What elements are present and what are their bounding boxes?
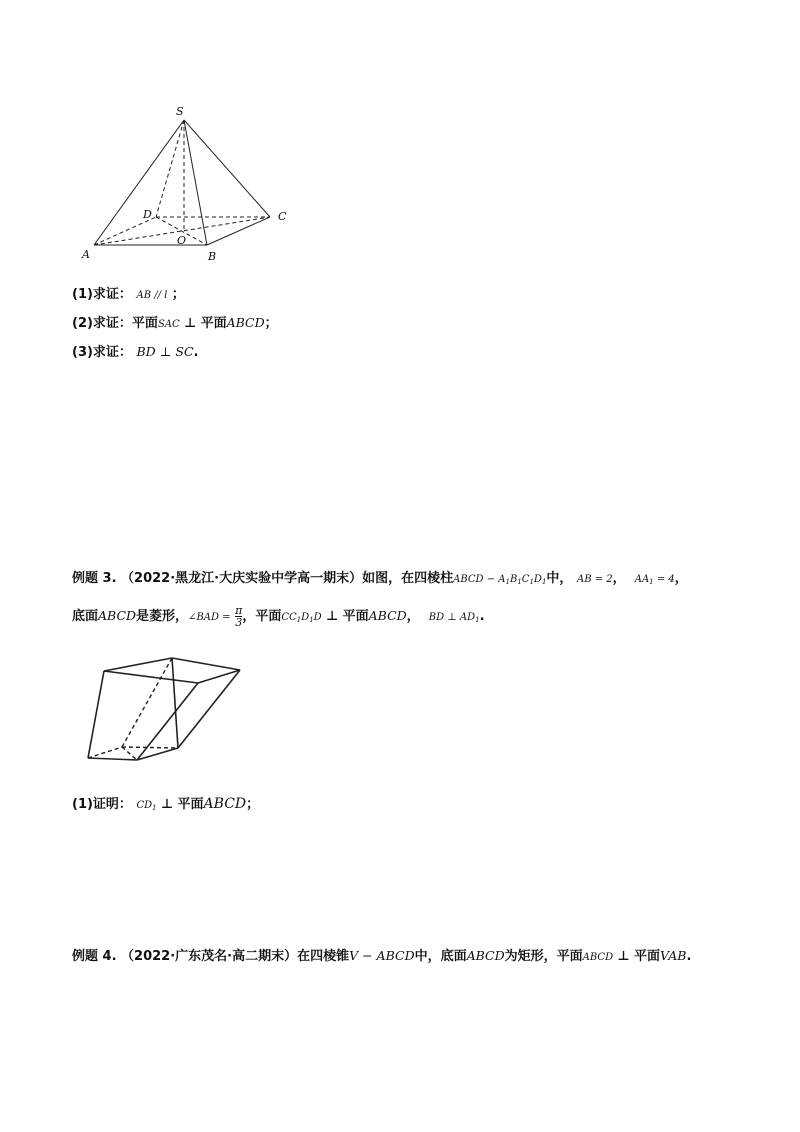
ex4-text-2: 为矩形，平面 (504, 949, 583, 964)
prism-figure (62, 640, 282, 780)
abcd-2: ABCD (368, 608, 407, 623)
example-3-label: 例题 3. (72, 571, 117, 586)
example-3-line-1 (72, 567, 688, 586)
vab: VAB (660, 948, 687, 963)
example-3-source: （2022·黑龙江·大庆实验中学高一期末）如图，在四棱柱 (121, 571, 454, 586)
comma-2: ， (674, 571, 688, 586)
fraction-pi-3: $\frac{\pi}{3}$ (235, 604, 243, 629)
part-1-math: AB // l (136, 290, 168, 301)
text-dimian: 底面 (72, 609, 99, 624)
label-S: S (176, 105, 184, 118)
part-3 (72, 341, 198, 360)
example-4-label: 例题 4. (72, 949, 117, 964)
aa-eq: $AA_1 = 4$ (634, 574, 675, 586)
edge-D1-C (172, 658, 178, 748)
edge-AD (94, 217, 156, 245)
edge-SD (156, 120, 184, 217)
comma-1: ， (612, 571, 626, 586)
label-C: C (278, 210, 287, 223)
example-3-line-2 (72, 605, 485, 628)
ex3-part-1-suffix: ； (246, 797, 260, 812)
part-2-suffix: ； (264, 316, 278, 331)
part-1-prefix: (1)求证： (72, 287, 132, 302)
edge-SB (184, 120, 207, 245)
label-B: B (208, 250, 217, 263)
part-2-mid: ⊥ 平面 (179, 316, 227, 331)
period: . (479, 609, 485, 624)
edge-BC (207, 217, 270, 245)
edge-SA (94, 120, 187, 247)
ex3-abcd: ABCD (203, 796, 247, 812)
label-A: A (82, 248, 90, 261)
part-1 (72, 283, 185, 302)
cd1: $CD_1$ (136, 800, 157, 812)
example-4-source: （2022·广东茂名·高二期末）在四棱锥 (121, 949, 350, 964)
abcd-1: ABCD (98, 608, 137, 623)
text-plane: ，平面 (242, 609, 282, 624)
prism-name: ABCD − $A_1B_1C_1D_1$ (453, 574, 547, 586)
part-2-math1: SAC (157, 319, 180, 330)
ex4-perp: ⊥ 平面 (613, 949, 661, 964)
label-D: D (143, 208, 152, 221)
edge-SC (184, 120, 270, 217)
ab-eq: AB = 2 (576, 574, 613, 585)
text-zhong: 中， (546, 571, 573, 586)
part-2-prefix: (2)求证：平面 (72, 316, 158, 331)
angle-bad: ∠BAD = (188, 612, 231, 623)
ex4-abcd-2: ABCD (582, 952, 614, 963)
example-4-line (72, 945, 691, 964)
ex3-part-1-prefix: (1)证明： (72, 797, 132, 812)
label-O: O (177, 234, 187, 247)
ex3-perp-plane: ⊥ 平面 (156, 797, 204, 812)
v-abcd: V − ABCD (349, 948, 415, 963)
part-3-math: BD ⊥ SC (136, 344, 194, 359)
part-3-suffix: . (193, 345, 199, 360)
comma-3: ， (406, 609, 420, 624)
perp-plane: ⊥ 平面 (321, 609, 369, 624)
example-3-part-1 (72, 793, 259, 812)
part-3-prefix: (3)求证： (72, 345, 132, 360)
ex4-end: . (686, 949, 692, 964)
part-2-math2: ABCD (226, 315, 265, 330)
pyramid-figure (80, 100, 310, 265)
part-1-suffix: ； (171, 287, 185, 302)
text-rhombus: 是菱形， (136, 609, 189, 624)
ex4-abcd: ABCD (466, 948, 505, 963)
ex4-text-1: 中，底面 (414, 949, 467, 964)
bd-perp-ad1: BD ⊥ $AD_1$ (428, 612, 480, 624)
part-2 (72, 312, 278, 331)
plane-cc1d1d: $CC_1D_1D$ (281, 612, 322, 624)
